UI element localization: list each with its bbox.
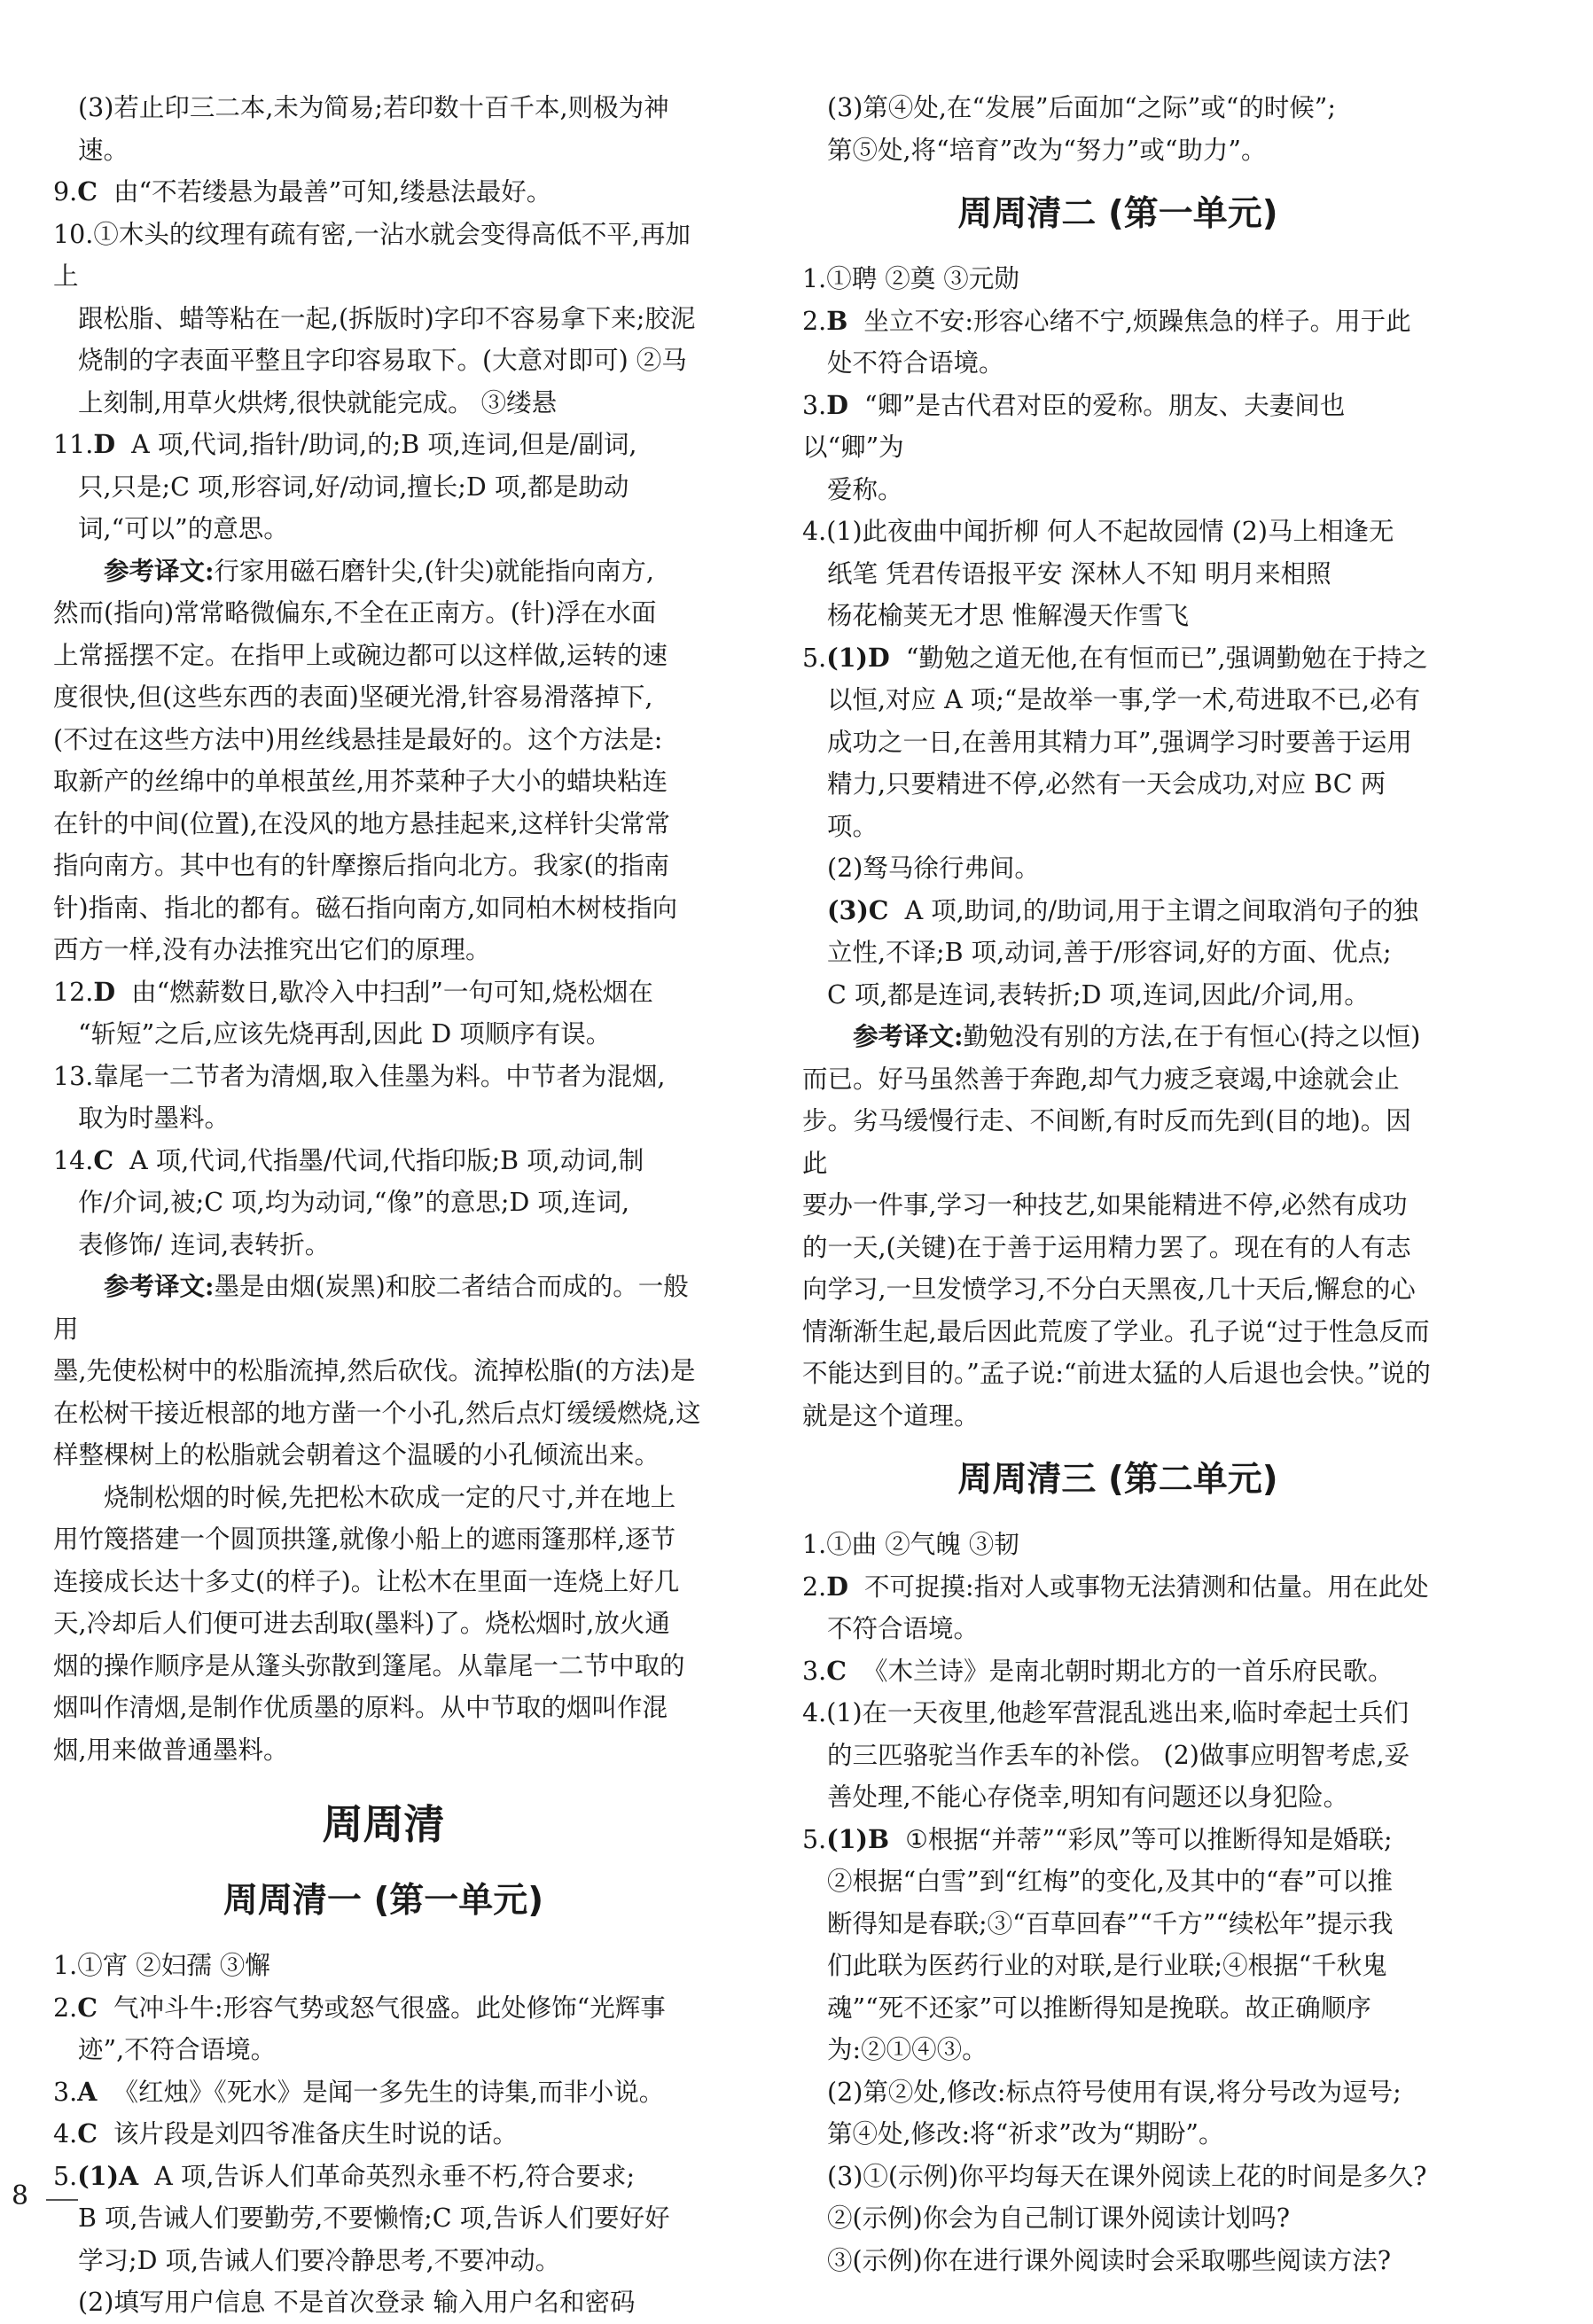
w2-question-4: 4.(1)此夜曲中闻折柳 何人不起故园情 (2)马上相逢无 (802, 517, 1394, 546)
answer-line: B 项,告诫人们要勤劳,不要懒惰;C 项,告诉人们要好好 (78, 2203, 670, 2233)
footer-divider (46, 2199, 78, 2201)
question-number: 14. (53, 1145, 94, 1175)
w2-question-2 (802, 300, 1433, 343)
answer-line: 烧制的字表面平整且字印容易取下。(大意对即可) ②马 (78, 346, 687, 375)
translation-line: 指向南方。其中也有的针摩擦后指向北方。我家(的指南 (53, 851, 670, 880)
translation-line: 用竹篾搭建一个圆顶拱篷,就像小船上的遮雨篷那样,逐节 (53, 1525, 676, 1554)
explanation: A 项,告诉人们革命英烈永垂不朽,符合要求; (154, 2161, 636, 2191)
w1-question-5 (53, 2156, 714, 2198)
question-number: 9. (53, 177, 78, 207)
answer-letter: D (826, 1571, 848, 1602)
answer-line: ③(示例)你在进行课外阅读时会采取哪些阅读方法? (827, 2245, 1392, 2275)
answer-line: 善处理,不能心存侥幸,明知有问题还以身犯险。 (827, 1782, 1349, 1812)
answer-line: 以恒,对应 A 项;“是故举一事,学一术,苟进取不已,必有 (827, 685, 1421, 714)
left-column (53, 87, 714, 2324)
question-number: 3. (802, 390, 827, 420)
answer-line: 作/介词,被;C 项,均为动词,“像”的意思;D 项,连词, (78, 1188, 630, 1217)
question-number: 3. (802, 1656, 827, 1686)
answer-line: 的三匹骆驼当作丢车的补偿。 (2)做事应明智考虑,妥 (827, 1740, 1409, 1770)
reference-label: 参考译文: (104, 1271, 215, 1301)
w1-question-2 (53, 1987, 714, 2030)
question-10 (53, 214, 714, 298)
explanation: 气冲斗牛:形容气势或怒气很盛。此处修饰“光辉事 (113, 1993, 666, 2023)
answer-line: 杨花榆荚无才思 惟解漫天作雪飞 (827, 601, 1190, 630)
translation-line: 西方一样,没有办法推究出它们的原理。 (53, 935, 491, 964)
question-14 (53, 1140, 714, 1182)
translation-line: 烟的操作顺序是从篷头弥散到篷尾。从靠尾一二节中取的 (53, 1650, 685, 1681)
translation-line: 取新产的丝绵中的单根茧丝,用芥菜种子大小的蜡块粘连 (53, 767, 668, 796)
w2-question-1: 1.①聘 ②奠 ③元勋 (802, 264, 1019, 293)
explanation: A 项,助词,的/助词,用于主谓之间取消句子的独 (904, 895, 1419, 925)
explanation: 《木兰诗》是南北朝时期北方的一首乐府民歌。 (863, 1656, 1394, 1686)
question-number: 2. (802, 306, 827, 336)
answer-line: ②(示例)你会为自己制订课外阅读计划吗? (827, 2203, 1291, 2233)
translation-line: 的一天,(关键)在于善于运用精力罢了。现在有的人有志 (802, 1232, 1411, 1262)
answer-letter: (1)B (826, 1823, 890, 1854)
week1-title: 周周清一 (第一单元) (223, 1881, 544, 1921)
answer-line: (2)填写用户信息 不是首次登录 输入用户名和密码 (78, 2288, 636, 2317)
translation-line: 不能达到目的。”孟子说:“前进太猛的人后退也会快。”说的 (802, 1359, 1431, 1388)
translation-line: 烟叫作清烟,是制作优质墨的原料。从中节取的烟叫作混 (53, 1693, 668, 1722)
answer-line: 表修饰/ 连词,表转折。 (78, 1229, 331, 1259)
question-number: 5. (802, 1824, 827, 1854)
translation-line: 连接成长达十多丈(的样子)。让松木在里面一连烧上好几 (53, 1566, 680, 1596)
answer-line: 迹”,不符合语境。 (78, 2035, 277, 2064)
answer-line: 断得知是春联;③“百草回春”“千方”“续松年”提示我 (827, 1908, 1394, 1938)
translation-line: 度很快,但(这些东西的表面)坚硬光滑,针容易滑落掉下, (53, 682, 653, 712)
answer-line: (3)①(示例)你平均每天在课外阅读上花的时间是多久? (827, 2161, 1427, 2191)
answer-letter: D (826, 389, 848, 420)
w1-question-4 (53, 2113, 714, 2156)
explanation: 该片段是刘四爷准备庆生时说的话。 (113, 2119, 519, 2149)
translation-line: 墨,先使松树中的松脂流掉,然后砍伐。流掉松脂(的方法)是 (53, 1356, 696, 1385)
answer-line: 魂”“死不还家”可以推断得知是挽联。故正确顺序 (827, 1993, 1371, 2023)
reference-translation (802, 1016, 1433, 1058)
answer-letter: C (77, 1992, 98, 2023)
explanation: 靠尾一二节者为清烟,取入佳墨为料。中节者为混烟, (93, 1061, 666, 1091)
answer-line: 立性,不译;B 项,动词,善于/形容词,好的方面、优点; (827, 938, 1392, 967)
question-9 (53, 171, 714, 214)
w1-question-1: 1.①宵 ②妇孺 ③懈 (53, 1951, 270, 1980)
answer-letter: (1)D (826, 642, 890, 673)
question-number: 5. (802, 643, 827, 673)
translation-text: 行家用磁石磨针尖,(针尖)就能指向南方, (214, 556, 654, 586)
translation-line: 上常摇摆不定。在指甲上或碗边都可以这样做,运转的速 (53, 640, 668, 670)
translation-line: (不过在这些方法中)用丝线悬挂是最好的。这个方法是: (53, 724, 663, 754)
reference-label: 参考译文: (853, 1021, 964, 1051)
question-number: 11. (53, 430, 94, 459)
translation-line: 针)指南、指北的都有。磁石指向南方,如同柏木树枝指向 (53, 893, 678, 923)
answer-letter: D (93, 429, 116, 459)
question-number: 4. (53, 2119, 78, 2149)
answer-line: 跟松脂、蜡等粘在一起,(拆版时)字印不容易拿下来;胶泥 (78, 303, 696, 333)
reference-translation (53, 550, 714, 593)
explanation: “卿”是古代君对臣的爱称。朋友、夫妻间也以“卿”为 (802, 390, 1346, 462)
answer-letter: A (77, 2076, 98, 2107)
explanation: 由“燃薪数日,歇冷入中扫刮”一句可知,烧松烟在 (131, 977, 653, 1007)
w3-question-4: 4.(1)在一天夜里,他趁军营混乱逃出来,临时牵起士兵们 (802, 1698, 1409, 1727)
question-number: 2. (53, 1993, 78, 2023)
question-11 (53, 424, 714, 466)
translation-line: 然而(指向)常常略微偏东,不全在正南方。(针)浮在水面 (53, 598, 657, 628)
translation-line: 在针的中间(位置),在没风的地方悬挂起来,这样针尖常常 (53, 808, 670, 838)
answer-letter: C (77, 2118, 98, 2149)
answer-letter: C (77, 176, 98, 207)
answer-line: (2)驽马徐行弗间。 (827, 854, 1040, 883)
right-column (802, 87, 1433, 2281)
question-number: 5. (53, 2161, 78, 2191)
w3-question-1: 1.①曲 ②气魄 ③韧 (802, 1530, 1019, 1559)
answer-line: 纸笔 凭君传语报平安 深林人不知 明月来相照 (827, 558, 1331, 589)
translation-line: 向学习,一旦发愤学习,不分白天黑夜,几十天后,懈怠的心 (802, 1275, 1416, 1304)
explanation: 坐立不安:形容心绪不宁,烦躁焦急的样子。用于此 (863, 306, 1411, 336)
answer-letter: C (826, 1655, 847, 1686)
week3-title: 周周清三 (第二单元) (957, 1460, 1278, 1500)
answer-line: C 项,都是连词,表转折;D 项,连词,因此/介词,用。 (827, 979, 1370, 1010)
explanation: “勤勉之道无他,在有恒而已”,强调勤勉在于持之 (905, 643, 1428, 673)
translation-line: 情渐渐生起,最后因此荒废了学业。孔子说“过于性急反而 (802, 1316, 1430, 1346)
answer-line: 学习;D 项,告诫人们要冷静思考,不要冲动。 (78, 2245, 561, 2275)
explanation: ①根据“并蒂”“彩凤”等可以推断得知是婚联; (905, 1824, 1393, 1854)
w1-question-3 (53, 2071, 714, 2114)
translation-line: 要办一件事,学习一种技艺,如果能精进不停,必然有成功 (802, 1190, 1408, 1220)
answer-letter: (3)C (827, 894, 889, 925)
answer-line: 上刻制,用草火烘烤,很快就能完成。 ③缕悬 (78, 387, 558, 417)
answer-line: 第④处,修改:将“祈求”改为“期盼”。 (827, 2119, 1224, 2149)
answer-line: (3)若止印三二本,未为简易;若印数十百千本,则极为神速。 (78, 93, 669, 165)
answer-letter: (1)A (77, 2160, 139, 2191)
w2-question-3 (802, 385, 1433, 469)
translation-text: 墨是由烟(炭黑)和胶二者结合而成的。一般用 (53, 1272, 689, 1344)
answer-letter: C (93, 1144, 114, 1175)
question-number: 10. (53, 219, 94, 249)
explanation: 《红烛》《死水》是闻一多先生的诗集,而非小说。 (113, 2077, 665, 2107)
question-13 (53, 1056, 714, 1098)
question-number: 2. (802, 1571, 827, 1602)
translation-line: 就是这个道理。 (802, 1400, 980, 1431)
answer-line: (2)第②处,修改:标点符号使用有误,将分号改为逗号; (827, 2077, 1402, 2107)
answer-line: 精力,只要精进不停,必然有一天会成功,对应 BC 两项。 (827, 769, 1386, 841)
w3-question-5 (802, 1819, 1433, 1861)
question-number: 3. (53, 2077, 78, 2107)
answer-line: 第⑤处,将“培育”改为“努力”或“助力”。 (827, 135, 1267, 165)
explanation: 由“不若缕悬为最善”可知,缕悬法最好。 (113, 177, 552, 207)
question-12 (53, 971, 714, 1014)
answer-line: 只,只是;C 项,形容词,好/动词,擅长;D 项,都是助动 (78, 472, 629, 502)
translation-line: 样整棵树上的松脂就会朝着这个温暖的小孔倾流出来。 (53, 1440, 660, 1470)
translation-line: 天,冷却后人们便可进去刮取(墨料)了。烧松烟时,放火通 (53, 1609, 670, 1638)
answer-line: ②根据“白雪”到“红梅”的变化,及其中的“春”可以推 (827, 1867, 1393, 1896)
translation-line: 步。劣马缓慢行走、不间断,有时反而先到(目的地)。因此 (802, 1106, 1411, 1178)
answer-line: 词,“可以”的意思。 (78, 514, 289, 543)
explanation: 不可捉摸:指对人或事物无法猜测和估量。用在此处 (864, 1571, 1429, 1602)
answer-letter: B (826, 305, 848, 336)
answer-line: 们此联为医药行业的对联,是行业联;④根据“千秋鬼 (827, 1951, 1387, 1980)
question-number: 13. (53, 1061, 94, 1091)
answer-line: (3)第④处,在“发展”后面加“之际”或“的时候”; (827, 93, 1336, 122)
translation-line: 在松树干接近根部的地方凿一个小孔,然后点灯缓缓燃烧,这 (53, 1398, 701, 1428)
answer-letter: D (93, 976, 116, 1007)
explanation: A 项,代词,代指墨/代词,代指印版;B 项,动词,制 (129, 1145, 644, 1175)
section-title: 周周清 (322, 1800, 445, 1848)
translation-line: 烧制松烟的时候,先把松木砍成一定的尺寸,并在地上 (104, 1482, 676, 1512)
page-number: 8 (12, 2180, 29, 2211)
answer-line: 为:②①④③。 (827, 2035, 988, 2064)
week2-title: 周周清二 (第一单元) (957, 194, 1278, 234)
question-number: 12. (53, 977, 94, 1007)
answer-line: 取为时墨料。 (78, 1104, 230, 1133)
w3-question-3 (802, 1650, 1433, 1693)
reference-label: 参考译文: (104, 555, 215, 586)
answer-line: 爱称。 (827, 474, 903, 504)
translation-line: 烟,用来做普通墨料。 (53, 1735, 289, 1765)
w2-question-5 (802, 637, 1433, 680)
answer-line (802, 890, 1433, 932)
w3-question-2 (802, 1566, 1433, 1609)
answer-line: 不符合语境。 (827, 1614, 980, 1643)
answer-line: 处不符合语境。 (827, 348, 1004, 378)
explanation: ①木头的纹理有疏有密,一沾水就会变得高低不平,再加上 (53, 219, 691, 291)
translation-line: 而已。好马虽然善于奔跑,却气力疲乏衰竭,中途就会止 (802, 1064, 1400, 1094)
explanation: A 项,代词,指针/助词,的;B 项,连词,但是/副词, (131, 430, 637, 459)
reference-translation (53, 1266, 714, 1350)
translation-text: 勤勉没有别的方法,在于有恒心(持之以恒) (963, 1022, 1421, 1051)
answer-line: 成功之一日,在善用其精力耳”,强调学习时要善于运用 (827, 727, 1412, 757)
answer-line: “斩短”之后,应该先烧再刮,因此 D 项顺序有误。 (78, 1019, 612, 1049)
